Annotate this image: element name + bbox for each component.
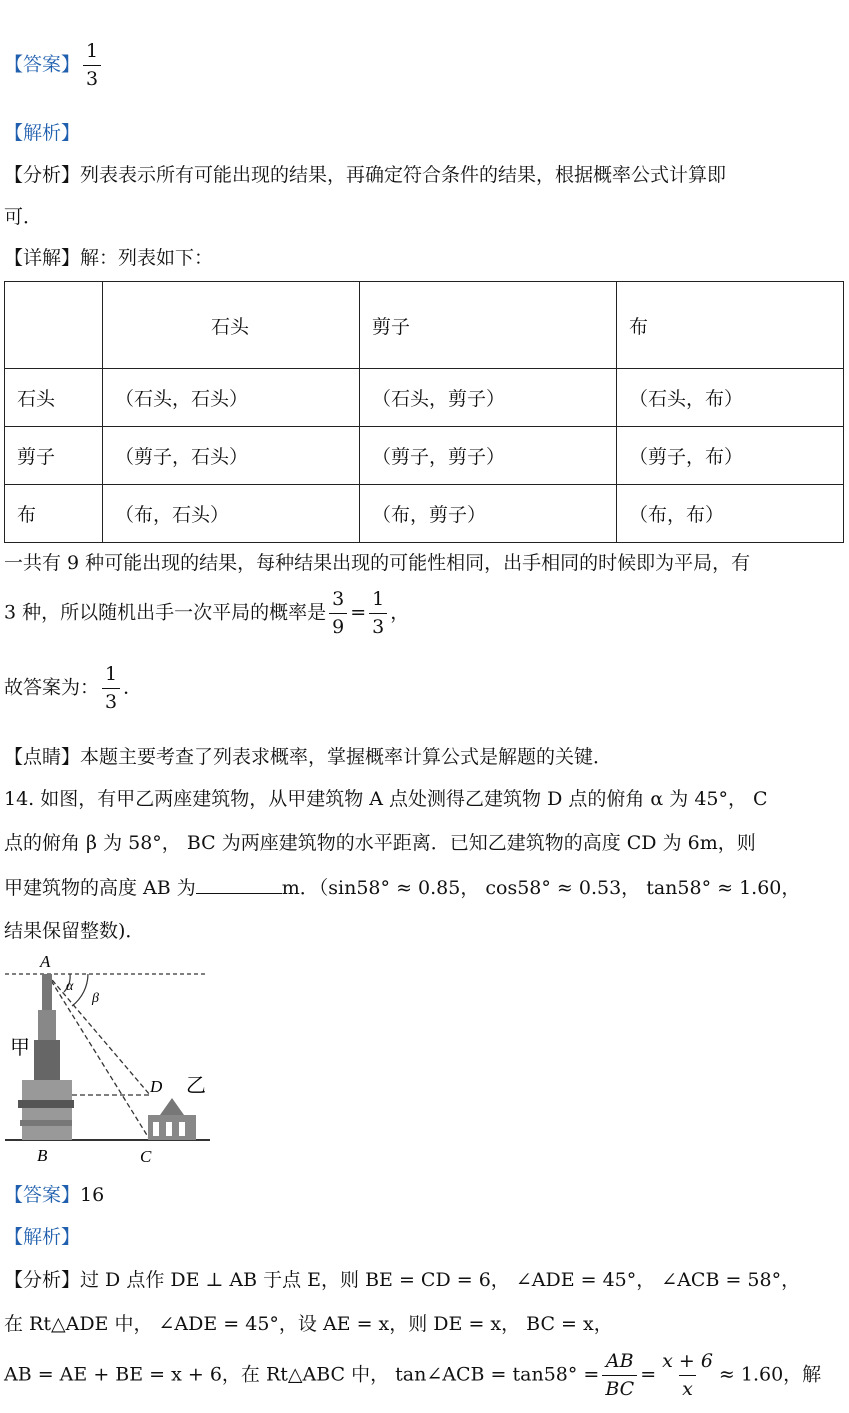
- table-header-cell: 石头: [103, 282, 360, 369]
- table-row: [5, 427, 844, 485]
- answer-fraction: $\frac{1}{3}$: [83, 42, 101, 89]
- label-yi: 乙: [186, 1073, 206, 1097]
- table-row: [5, 485, 844, 543]
- table-cell: （布，布）: [617, 485, 844, 543]
- q14-fenxi-line-1: 【分析】过 D 点作 DE ⊥ AB 于点 E，则 BE = CD = 6， ∠ADE = 45°， ∠ACB = 58°，: [4, 1269, 801, 1291]
- table-cell: 剪子: [5, 427, 103, 485]
- q14-fenxi-line-2: 在 Rt△ADE 中， ∠ADE = 45°，设 AE = x，则 DE = x， BC = x，: [4, 1313, 613, 1335]
- beta-arc: [72, 974, 88, 1006]
- label-d: D: [150, 1077, 163, 1096]
- q14-line-3: 甲建筑物的高度 AB 为 m．（sin58° ≈ 0.85， cos58° ≈ 0.53， tan58° ≈ 1.60，: [4, 877, 801, 899]
- label-beta: β: [92, 991, 99, 1006]
- simplified-fraction: $\frac{1}{3}$: [369, 590, 387, 637]
- table-cell: （石头，石头）: [103, 369, 360, 427]
- dianjing-line: 【点睛】本题主要考查了列表求概率，掌握概率计算公式是解题的关键．: [4, 746, 613, 768]
- table-cell: （布，剪子）: [360, 485, 617, 543]
- table-cell: （石头，剪子）: [360, 369, 617, 427]
- analysis-label: 【解析】: [4, 1226, 81, 1248]
- fenxi-label: 【分析】: [4, 164, 81, 186]
- table-cell: （剪子，剪子）: [360, 427, 617, 485]
- result-line-1: 一共有 9 种可能出现的结果，每种结果出现的可能性相同，出手相同的时候即为平局，有: [4, 552, 751, 574]
- table-cell: （剪子，石头）: [103, 427, 360, 485]
- label-alpha: α: [66, 979, 74, 994]
- building-figure: [0, 950, 215, 1170]
- fenxi-line-1: 【分析】列表表示所有可能出现的结果，再确定符合条件的结果，根据概率公式计算即: [4, 164, 727, 186]
- q13-answer-row: [4, 42, 104, 89]
- result-line-2: 3 种，所以随机出手一次平局的概率是 $\frac{3}{9}$ = $\frac{1}{3}$ ，: [4, 588, 410, 638]
- q14-answer-row: [4, 1180, 104, 1207]
- table-header-row: [5, 282, 844, 369]
- fenxi-line-2: 可．: [4, 206, 43, 228]
- table-header-cell: 布: [617, 282, 844, 369]
- answer-value: 16: [80, 1184, 105, 1206]
- x-plus-6-fraction: $\frac{x + 6}{x}$: [662, 1350, 713, 1400]
- answer-label: 【答案】: [4, 1184, 81, 1206]
- fenxi-label: 【分析】: [4, 1269, 81, 1291]
- label-jia: 甲: [10, 1035, 30, 1059]
- table-cell: 石头: [5, 369, 103, 427]
- final-answer-line: 故答案为： $\frac{1}{3}$ ．: [4, 663, 143, 713]
- probability-fraction: $\frac{3}{9}$: [329, 590, 347, 637]
- label-b: B: [37, 1146, 48, 1165]
- xiangjie-label: 【详解】: [4, 247, 81, 269]
- table-cell: （石头，布）: [617, 369, 844, 427]
- table-cell: 布: [5, 485, 103, 543]
- table-header-cell: 剪子: [360, 282, 617, 369]
- q14-line-2: 点的俯角 β 为 58°， BC 为两座建筑物的水平距离．已知乙建筑物的高度 CD 为 6m，则: [4, 832, 756, 854]
- final-fraction: $\frac{1}{3}$: [102, 665, 120, 712]
- table-row: [5, 369, 844, 427]
- building-yi-icon: [148, 1098, 196, 1140]
- answer-blank: [196, 875, 282, 894]
- table-cell: （布，石头）: [103, 485, 360, 543]
- table-header-cell: [5, 282, 103, 369]
- label-c: C: [140, 1147, 152, 1166]
- dianjing-label: 【点睛】: [4, 746, 81, 768]
- q14-fenxi-line-3: AB = AE + BE = x + 6，在 Rt△ABC 中， tan∠ACB = tan58° = $\frac{AB}{BC}$ = $\frac{x + 6}{x}$ ≈ 1.60，解: [4, 1350, 822, 1400]
- xiangjie-line: 【详解】解：列表如下：: [4, 247, 214, 269]
- answer-label: 【答案】: [4, 53, 81, 76]
- q14-line-1: 14. 如图，有甲乙两座建筑物，从甲建筑物 A 点处测得乙建筑物 D 点的俯角 α 为 45°， C: [4, 788, 768, 810]
- label-a: A: [40, 952, 51, 971]
- q14-line-4: 结果保留整数)．: [4, 920, 145, 942]
- outcome-table: [4, 281, 844, 543]
- table-cell: （剪子，布）: [617, 427, 844, 485]
- analysis-label: 【解析】: [4, 122, 81, 144]
- ab-bc-fraction: $\frac{AB}{BC}$: [602, 1352, 637, 1399]
